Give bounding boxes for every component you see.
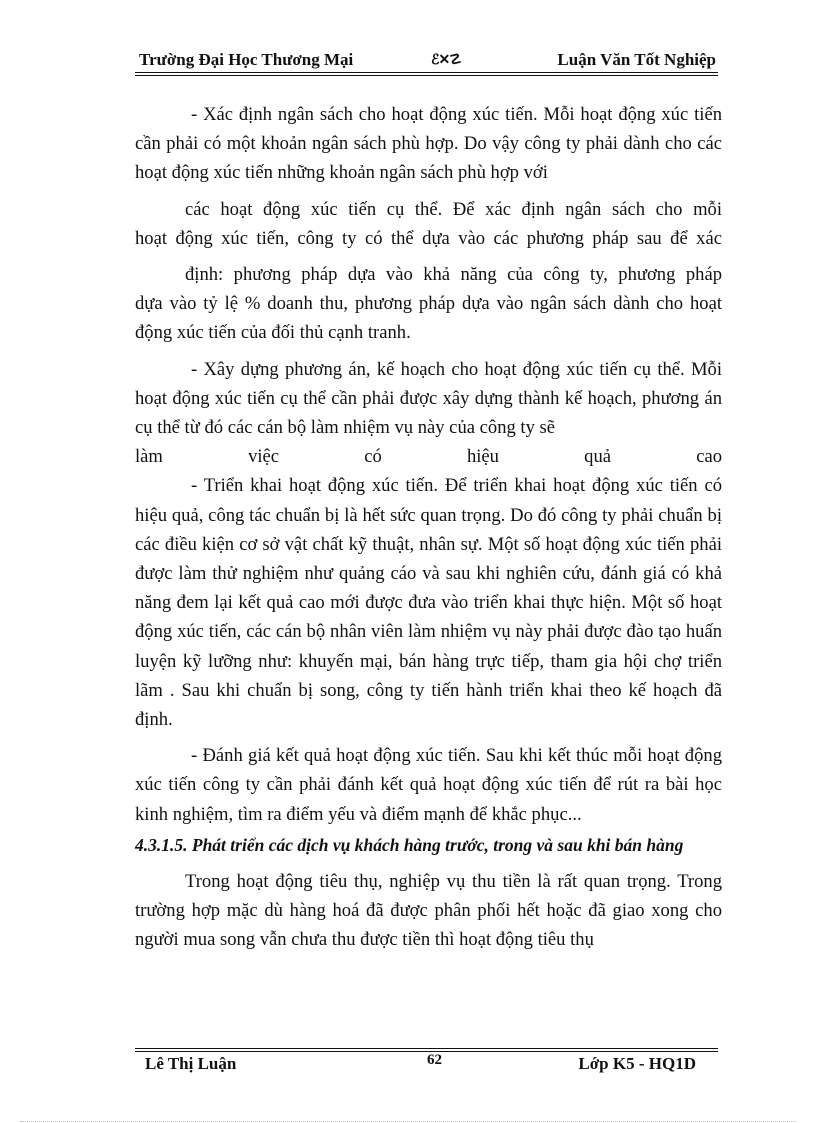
paragraph-plan: - Xây dựng phương án, kế hoạch cho hoạt động xúc tiến cụ thể. Mỗi hoạt động xúc tiến cụ thể cần phải được xây dựng thành kế hoạch, phương án cụ thể từ đó các cán bộ làm nhiệm vụ này của công ty sẽ: [135, 358, 722, 439]
header-title: Luận Văn Tốt Nghiệp: [557, 50, 716, 69]
paragraph-collection: Trong hoạt động tiêu thụ, nghiệp vụ thu tiền là rất quan trọng. Trong trường hợp mặc dù hàng hoá đã được phân phối hết hoặc đã giao xong cho người mua song vẫn chưa thu được tiền thì hoạt động tiêu thụ: [135, 871, 722, 951]
footer-class: Lớp K5 - HQ1D: [578, 1054, 696, 1073]
paragraph-methods-2: dựa vào tỷ lệ % doanh thu, phương pháp dựa vào ngân sách dành cho hoạt động xúc tiến của đối thủ cạnh tranh.: [135, 293, 722, 344]
paragraph-evaluate: - Đánh giá kết quả hoạt động xúc tiến. Sau khi kết thúc mỗi hoạt động xúc tiến công ty cần phải đánh kết quả hoạt động xúc tiến để rút ra bài học kinh nghiệm, tìm ra điểm yếu và điểm mạnh để khắc phục...: [135, 745, 722, 825]
paragraph-budget: - Xác định ngân sách cho hoạt động xúc tiến. Mỗi hoạt động xúc tiến cần phải có một khoản ngân sách phù hợp. Do vậy công ty phải dành cho các hoạt động xúc tiến những khoản ngân sách phù hợp với: [135, 104, 722, 184]
page-number: 62: [427, 1052, 442, 1068]
page-footer: [135, 1054, 718, 1080]
page-body: [135, 100, 722, 955]
page-header: [135, 48, 718, 74]
footer-rule-thin: [135, 1048, 718, 1049]
header-ornament: ℰ✕☡: [431, 53, 461, 68]
paragraph-methods-1: định: phương pháp dựa vào khả năng của công ty, phương pháp: [185, 264, 722, 286]
page-bottom-divider: [20, 1121, 796, 1122]
footer-author: Lê Thị Luận: [145, 1054, 237, 1073]
header-rule-thin: [135, 75, 718, 76]
header-rule: [135, 72, 718, 73]
paragraph-budget-cont-1: các hoạt động xúc tiến cụ thể. Để xác định ngân sách cho mỗi: [185, 198, 722, 220]
paragraph-plan-cont: làm việc có hiệu quả cao: [135, 446, 722, 468]
paragraph-budget-cont-2: hoạt động xúc tiến, công ty có thể dựa vào các phương pháp sau để xác: [135, 227, 722, 249]
paragraph-deploy: - Triển khai hoạt động xúc tiến. Để triển khai hoạt động xúc tiến có hiệu quả, công tác chuẩn bị là hết sức quan trọng. Do đó công ty phải chuẩn bị các điều kiện cơ sở vật chất kỹ thuật, nhân sự. Một số hoạt động xúc tiến phải được làm thử nghiệm như quảng cáo và sau khi nghiên cứu, đánh giá có khả năng đem lại kết quả cao mới được đưa vào triển khai thực hiện. Một số hoạt động xúc tiến, các cán bộ nhân viên làm nhiệm vụ này phải được đào tạo huấn luyện kỹ lưỡng như: khuyến mại, bán hàng trực tiếp, tham gia hội chợ triển lãm . Sau khi chuẩn bị song, công ty tiến hành triển khai theo kế hoạch đã định.: [135, 475, 722, 731]
section-heading: 4.3.1.5. Phát triển các dịch vụ khách hàng trước, trong và sau khi bán hàng: [135, 834, 684, 855]
header-school: Trường Đại Học Thương Mại: [139, 50, 354, 69]
